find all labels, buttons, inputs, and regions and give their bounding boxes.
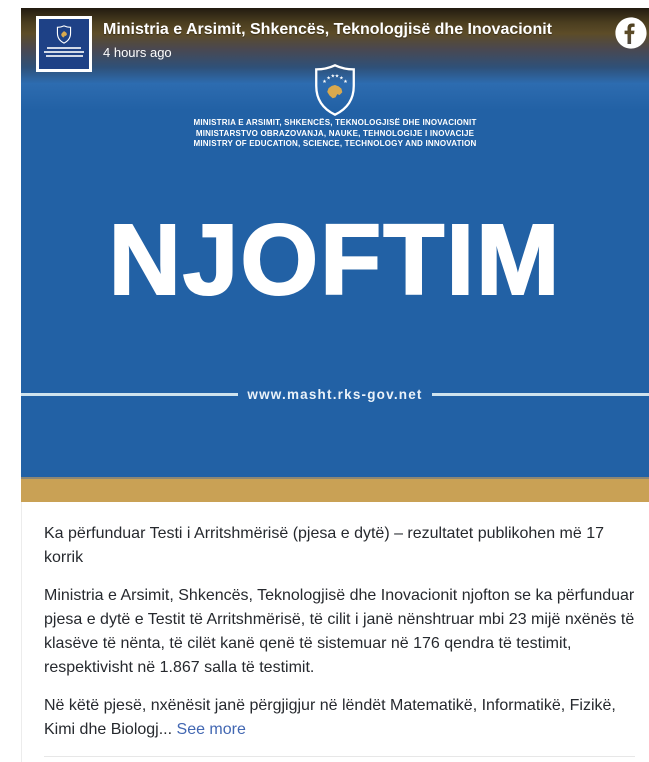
svg-text:★: ★ — [322, 79, 327, 86]
post-timestamp[interactable]: 4 hours ago — [103, 45, 172, 60]
avatar-emblem-icon — [56, 25, 72, 44]
post-paragraph-3-text: Në këtë pjesë, nxënësit janë përgjigjur në lëndët Matematikë, Informatikë, Fizikë, Kimi dhe Biologj... — [44, 697, 616, 738]
bottom-divider — [44, 756, 635, 757]
ministry-names — [21, 118, 649, 150]
website-row — [21, 387, 649, 402]
announcement-headline: NJOFTIM — [108, 204, 562, 316]
svg-text:★: ★ — [326, 75, 331, 82]
see-more-link[interactable]: See more — [176, 721, 246, 738]
right-rule — [432, 393, 649, 396]
page-avatar[interactable] — [36, 16, 92, 72]
website-url: www.masht.rks-gov.net — [247, 387, 423, 402]
page-name[interactable]: Ministria e Arsimit, Shkencës, Teknologjisë dhe Inovacionit — [103, 21, 552, 38]
post-image[interactable] — [21, 8, 649, 502]
svg-text:★: ★ — [334, 73, 340, 80]
post-card — [21, 8, 649, 762]
svg-text:★: ★ — [339, 75, 344, 82]
svg-text:★: ★ — [343, 79, 348, 86]
left-rule — [21, 393, 238, 396]
post-paragraph-2: Ministria e Arsimit, Shkencës, Teknologjisë dhe Inovacionit njofton se ka përfunduar pjesa e dytë e Testit të Arritshmërisë, të cilit i janë nënshtruar mbi 23 mijë nxënës të klasëve të nënta, të cilët kanë qenë të sistemuar në 176 qendra të testimit, respektivisht në 1.867 salla të testimit. — [44, 587, 635, 676]
facebook-icon[interactable] — [614, 16, 648, 50]
svg-text:★: ★ — [330, 73, 336, 80]
post-paragraph-3 — [44, 694, 635, 742]
ministry-name-sr: MINISTARSTVO OBRAZOVANJA, NAUKE, TEHNOLOGIJE I INOVACIJE — [195, 128, 475, 138]
ministry-name-sq: MINISTRIA E ARSIMIT, SHKENCËS, TEKNOLOGJISË DHE INOVACIONIT — [193, 118, 477, 127]
post-body — [21, 502, 649, 762]
avatar-text-lines — [39, 47, 89, 57]
gold-footer-strip — [21, 477, 649, 502]
ministry-name-en: MINISTRY OF EDUCATION, SCIENCE, TECHNOLOGY AND INNOVATION — [193, 139, 477, 148]
ministry-emblem-icon — [312, 63, 358, 117]
post-paragraph-1: Ka përfunduar Testi i Arritshmërisë (pjesa e dytë) – rezultatet publikohen më 17 korrik — [44, 525, 604, 566]
